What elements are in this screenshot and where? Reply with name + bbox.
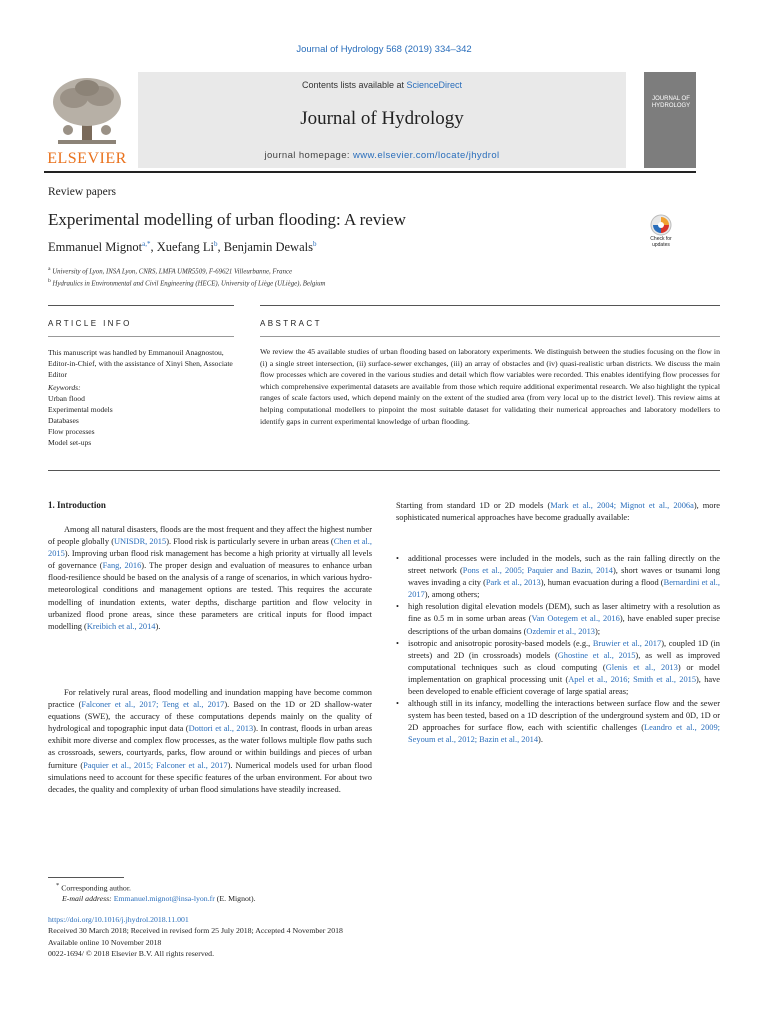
citation-link[interactable]: Bruwier et al., 2017	[592, 638, 662, 648]
citation-link[interactable]: Park et al., 2013	[485, 578, 541, 588]
citation-link[interactable]: Paquier et al., 2015; Falconer et al., 2017	[83, 760, 228, 770]
abstract-rule	[260, 305, 720, 306]
citation-link[interactable]: Bernardini et al., 2017	[408, 578, 720, 600]
keyword: Urban flood	[48, 394, 85, 403]
keywords-block	[48, 382, 234, 448]
citation-link[interactable]: Ozdemir et al., 2013	[526, 626, 595, 636]
list-item: • additional processes were included in the models, such as the rain falling directly on the street network (Pons et al., 2005; Paquier and Bazin, 2014), short waves or tsunami long waves invading a city (Park et al., 2013), human evacuation during a flood (Bernardini et al., 2017), among others;	[396, 553, 720, 601]
affiliation	[48, 278, 325, 287]
intro-right-paragraph: Starting from standard 1D or 2D models (Mark et al., 2004; Mignot et al., 2006a), more sophisticated numerical approaches have become gradually available:	[396, 501, 720, 523]
email-note	[62, 894, 256, 903]
article-info-rule	[48, 305, 234, 306]
author-sup[interactable]: a,*	[142, 240, 151, 248]
author-name[interactable]: Xuefang Li	[156, 240, 214, 255]
header-rule	[44, 171, 696, 173]
keyword: Databases	[48, 416, 79, 425]
citation-link[interactable]: Falconer et al., 2017; Teng et al., 2017	[81, 700, 225, 710]
keyword: Model set-ups	[48, 438, 92, 447]
publication-info	[48, 914, 343, 960]
received-dates: Received 30 March 2018; Received in revised form 25 July 2018; Accepted 4 November 2018	[48, 926, 343, 936]
homepage-link[interactable]: www.elsevier.com/locate/jhydrol	[353, 150, 500, 161]
journal-citation[interactable]: Journal of Hydrology 568 (2019) 334–342	[296, 44, 472, 55]
email-link[interactable]: Emmanuel.mignot@insa-lyon.fr	[113, 894, 215, 903]
article-info-heading: ARTICLE INFO	[48, 319, 132, 328]
section-type: Review papers	[48, 186, 117, 198]
affiliation-sup: a	[48, 266, 51, 272]
list-item: • although still in its infancy, modelling the interactions between surface flow and the sewer system has been tested, based on a 1D description of the underground system and 0D, 1D or 2D approaches for surface flow, each with scientific challenges (Leandro et al., 2009; Seyoum et al., 2012; Bazin et al., 2014).	[396, 698, 720, 746]
citation-link[interactable]: Dottori et al., 2013	[188, 724, 254, 734]
corresponding-author-note: * Corresponding author.	[56, 882, 131, 893]
keywords-label: Keywords:	[48, 383, 81, 392]
contents-prefix: Contents lists available at	[301, 80, 407, 90]
citation-link[interactable]: Mark et al., 2004; Mignot et al., 2006a	[550, 501, 694, 510]
abstract-bottom-rule	[48, 470, 720, 471]
journal-cover-title: JOURNAL OF HYDROLOGY	[651, 96, 691, 109]
available-online: Available online 10 November 2018	[48, 937, 162, 947]
intro-paragraph-2: For relatively rural areas, flood modelling and inundation mapping have become common practice (Falconer et al., 2017; Teng et al., 2017). Based on the 1D or 2D shallow-water equations (SWE), the accuracy of these computations depends mainly on the quality of hydrological and topographic input data (Dottori et al., 2013). In contrast, floods in urban areas exhibit more diverse and complex flow processes, as the water follows multiple flow paths such as crossroads, sewers, courtyards, parks, flow around or within buildings and pieces of urban furniture (Paquier et al., 2015; Falconer et al., 2017). Numerical models used for urban flood simulations need to account for these specific features of the urban environment. For about two decades, the quality and complexity of urban flood simulations have steadily increased.	[48, 688, 372, 794]
affiliation-text: University of Lyon, INSA Lyon, CNRS, LMFA UMR5509, F-69621 Villeurbanne, France	[52, 268, 293, 276]
abstract-subrule	[260, 336, 720, 337]
citation-link[interactable]: Pons et al., 2005; Paquier and Bazin, 2014	[462, 566, 613, 576]
citation-link[interactable]: Van Ootegem et al., 2016	[531, 614, 620, 624]
check-for-updates-label[interactable]: Check for updates	[650, 236, 672, 248]
intro-paragraph-1: Among all natural disasters, floods are the most frequent and they affect the highest number of people globally (UNISDR, 2015). Flood risk is particularly severe in urban areas (Chen et al., 2015). Improving urban flood risk management has become a high priority at virtually all levels of governance (Fang, 2016). The proper design and evaluation of measures to enhance urban flood-resilience should be based on the analysis of a range of scenarios, in which various hydro-meteorological conditions and management options are tested. This requires the accurate modelling of inundation extents, water depths, discharge partition and flow velocity in urbanized flood prone areas, since these parameters are critical inputs for flood impact modelling (Kreibich et al., 2014).	[48, 525, 373, 631]
paper-title: Experimental modelling of urban flooding: A review	[48, 210, 406, 229]
affiliation-text: Hydraulics in Environmental and Civil Engineering (HECE), University of Liège (ULiège), Belgium	[52, 280, 326, 288]
affiliation	[48, 266, 292, 275]
citation-link[interactable]: Ghostine et al., 2015	[557, 650, 636, 660]
keyword: Experimental models	[48, 405, 113, 414]
citation-link[interactable]: Chen et al., 2015	[48, 537, 372, 559]
citation-link[interactable]: UNISDR, 2015	[114, 537, 167, 547]
journal-title: Journal of Hydrology	[300, 108, 464, 129]
handled-by-note: This manuscript was handled by Emmanouil Anagnostou, Editor-in-Chief, with the assistance of Xinyi Shen, Associate Editor	[48, 348, 233, 379]
copyright: 0022-1694/ © 2018 Elsevier B.V. All rights reserved.	[48, 949, 215, 959]
author-name[interactable]: Emmanuel Mignot	[48, 240, 143, 255]
journal-homepage	[138, 150, 626, 161]
author-sup[interactable]: b	[312, 240, 317, 248]
elsevier-wordmark: ELSEVIER	[47, 150, 127, 167]
abstract-heading: ABSTRACT	[260, 319, 322, 328]
sciencedirect-link[interactable]: ScienceDirect	[406, 80, 463, 90]
author-sup[interactable]: b	[213, 240, 218, 248]
section-heading: 1. Introduction	[48, 500, 106, 510]
citation-link[interactable]: Fang, 2016	[102, 561, 142, 571]
contents-line	[138, 80, 626, 90]
homepage-label: journal homepage:	[264, 150, 354, 161]
article-info-subrule	[48, 336, 234, 337]
list-item: • high resolution digital elevation models (DEM), such as laser altimetry with a resolution as fine as 0.5 m in some urban areas (Van Ootegem et al., 2016), have enabled super precise descriptions of the urban domains (Ozdemir et al., 2013);	[396, 601, 720, 637]
journal-cover-image	[644, 72, 696, 168]
author-list: Emmanuel Mignot$^{a,*}$, Xuefang Li$^b$, Benjamin Dewals$^b$	[48, 240, 317, 255]
keyword: Flow processes	[48, 427, 95, 436]
corresponding-label: Corresponding author.	[61, 883, 131, 893]
affiliation-sup: b	[48, 278, 51, 284]
citation-link[interactable]: Leandro et al., 2009; Seyoum et al., 2012; Bazin et al., 2014	[408, 723, 720, 745]
email-suffix: (E. Mignot).	[214, 894, 256, 903]
email-label: E-mail address:	[62, 894, 114, 903]
citation-link[interactable]: Kreibich et al., 2014	[86, 621, 156, 631]
author-name[interactable]: Benjamin Dewals	[223, 240, 313, 255]
citation-link[interactable]: Glenis et al., 2013	[605, 662, 678, 672]
approaches-list	[396, 553, 720, 747]
list-item: • isotropic and anisotropic porosity-based models (e.g., Bruwier et al., 2017), coupled 1D (in streets) and 2D (in crossroads) models (Ghostine et al., 2015), as well as improved computational techniques such as cloud computing (Glenis et al., 2013) or model implementation on graphical processing unit (Apel et al., 2016; Smith et al., 2015), have been developed to enable efficient coverage of large spatial areas;	[396, 638, 720, 698]
doi-link[interactable]: https://doi.org/10.1016/j.jhydrol.2018.11.001	[48, 915, 189, 924]
footnote-rule	[48, 877, 124, 878]
abstract-text: We review the 45 available studies of urban flooding based on laboratory experiments. We distinguish between the studies focusing on the flow in (i) a single street intersection, (ii) surface-sewer exchanges, (iii) an array of obstacles and (iv) quasi-realistic urban districts. We discuss the main flow processes which are covered in the various studies and detail which flow variables were recorded. This enables identifying flow processes for which comprehensive experimental datasets are available from those which require additional experimental research. We also highlight the typical ranges of scale factors used, which depend mainly on the extent of the studied area (from very local up to the district level). This review aims at helping computational modellers to pinpoint the most suitable dataset for validating their numerical approaches and laboratory modellers to identify gaps in current experimental knowledge of urban flooding.	[260, 347, 720, 426]
citation-link[interactable]: Apel et al., 2016; Smith et al., 2015	[568, 674, 697, 684]
